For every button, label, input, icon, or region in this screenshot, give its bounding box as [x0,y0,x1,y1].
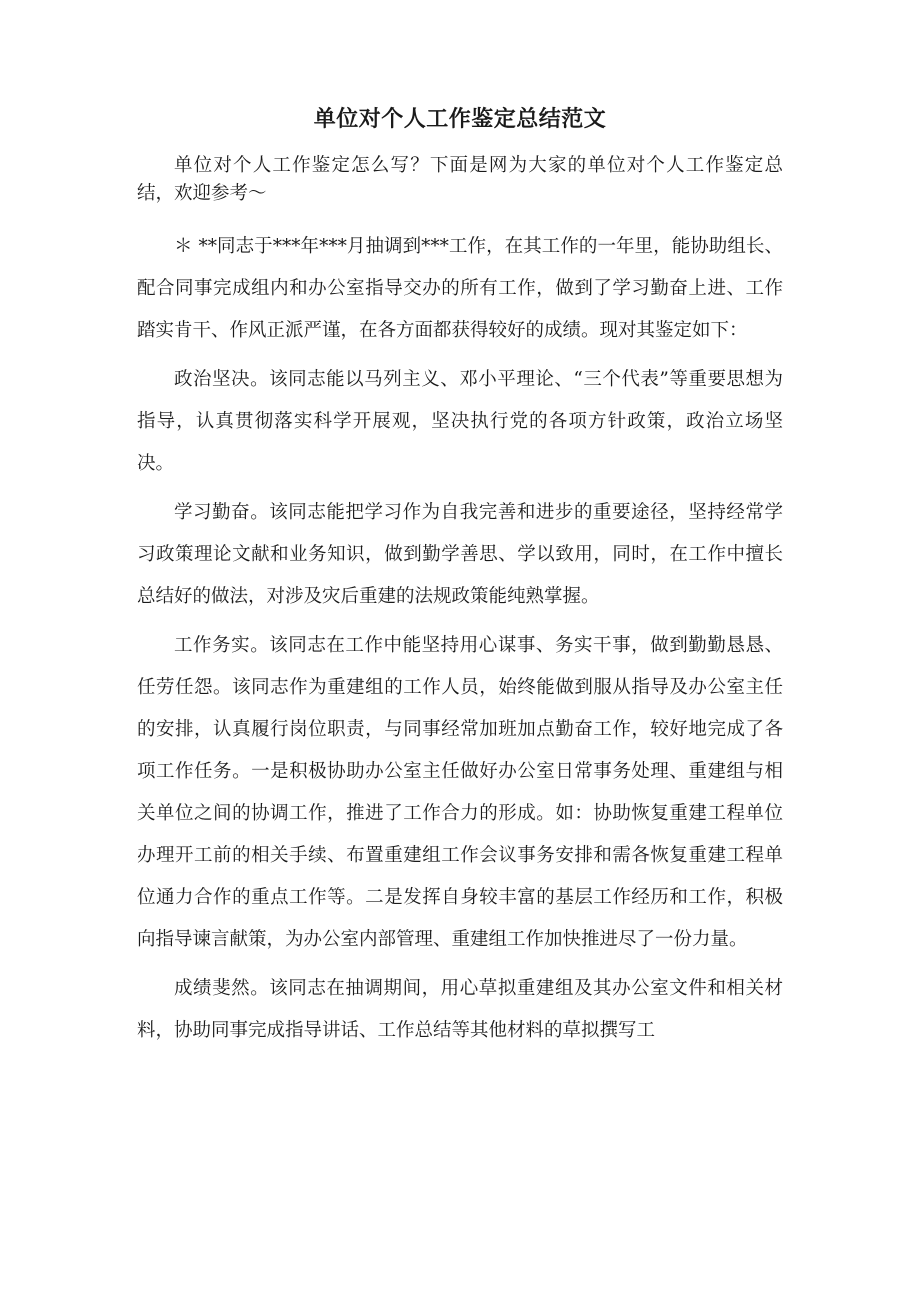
document-title: 单位对个人工作鉴定总结范文 [313,106,607,132]
paragraph-political: 政治坚决。该同志能以马列主义、邓小平理论、“三个代表”等重要思想为指导，认真贯彻落实科学开展观，坚决执行党的各项方针政策，政治立场坚决。 [137,369,783,474]
paragraph-work: 工作务实。该同志在工作中能坚持用心谋事、务实干事，做到勤勤恳恳、任劳任怨。该同志作为重建组的工作人员，始终能做到服从指导及办公室主任的安排，认真履行岗位职责，与同事经常加班加点勤奋工作，较好地完成了各项工作任务。一是积极协助办公室主任做好办公室日常事务处理、重建组与相关单位之间的协调工作，推进了工作合力的形成。如：协助恢复重建工程单位办理开工前的相关手续、布置重建组工作会议事务安排和需各恢复重建工程单位通力合作的重点工作等。二是发挥自身较丰富的基层工作经历和工作，积极向指导谏言献策，为办公室内部管理、重建组工作加快推进尽了一份力量。 [137,635,783,950]
paragraph-achievement: 成绩斐然。该同志在抽调期间，用心草拟重建组及其办公室文件和相关材料，协助同事完成指导讲话、工作总结等其他材料的草拟撰写工 [137,978,783,1041]
document-body [137,152,783,1052]
paragraph-study: 学习勤奋。该同志能把学习作为自我完善和进步的重要途径，坚持经常学习政策理论文献和业务知识，做到勤学善思、学以致用，同时，在工作中擅长总结好的做法，对涉及灾后重建的法规政策能纯熟掌握。 [137,502,783,607]
paragraph-intro: 单位对个人工作鉴定怎么写？下面是网为大家的单位对个人工作鉴定总结，欢迎参考～ [137,155,783,204]
paragraph-overview: ＊ **同志于***年***月抽调到***工作，在其工作的一年里，能协助组长、配合同事完成组内和办公室指导交办的所有工作，做到了学习勤奋上进、工作踏实肯干、作风正派严谨，在各方面都获得较好的成绩。现对其鉴定如下： [137,236,783,341]
